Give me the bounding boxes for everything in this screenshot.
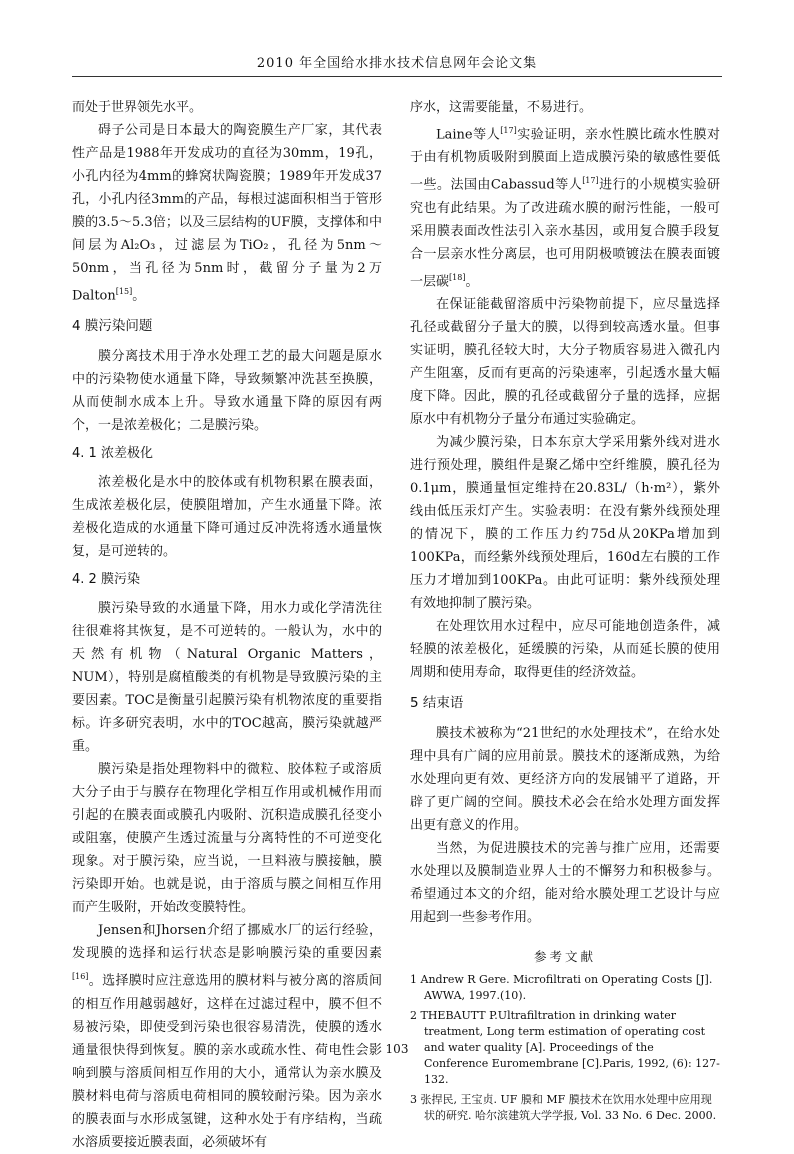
paragraph: 膜污染是指处理物料中的微粒、胶体粒子或溶质大分子由于与膜存在物理化学相互作用或机械作用而引起的在膜表面或膜孔内吸附、沉积造成膜孔径变小或阻塞，使膜产生透过流量与分离特性的不可逆变化现象。对于膜污染，应当说，一旦料液与膜接触，膜污染即开始。也就是说，由于溶质与膜之间相互作用而产生吸附，开始改变膜特性。 [72, 762, 382, 916]
paragraph-text: 碍子公司是日本最大的陶瓷膜生产厂家，其代表性产品是1988年开发成功的直径为30mm，19孔，小孔内径为4mm的蜂窝状陶瓷膜；1989年开发成37孔，小孔内径3mm的产品，每根过滤面积相当于管形膜的3.5～5.3倍；以及三层结构的UF膜，支撑体和中间层为Al₂O₃，过滤层为TiO₂，孔径为5nm～50nm，当孔径为5nm时，截留分子量为2万Dalton [72, 123, 382, 304]
paragraph-text: 。 [465, 273, 479, 289]
section-heading: 5 结束语 [410, 694, 464, 711]
paragraph: 为减少膜污染，日本东京大学采用紫外线对进水进行预处理，膜组件是聚乙烯中空纤维膜，膜孔径为0.1μm，膜通量恒定维持在20.83L/（h·m²），紫外线由低压汞灯产生。实验表明：在没有紫外线预处理的情况下，膜的工作压力约75d从20KPa增加到100KPa，而经紫外线预处理后，160d左右膜的工作压力才增加到100KPa。由此可证明：紫外线预处理有效地抑制了膜污染。 [410, 434, 720, 611]
paragraph-text: Jensen和Jhorsen介绍了挪威水厂的运行经验，发现膜的选择和运行状态是影响膜污染的重要因素 [72, 923, 382, 962]
citation: [18] [449, 272, 466, 282]
subsection-heading: 4. 2 膜污染 [72, 572, 140, 588]
paragraph [72, 119, 382, 307]
paragraph-text: Laine等人 [436, 127, 501, 143]
section-heading: 4 膜污染问题 [72, 318, 153, 335]
running-header: 2010 年全国给水排水技术信息网年会论文集 [256, 56, 538, 71]
citation: [16] [72, 972, 89, 982]
paragraph-text: 实验证明，亲水性膜比疏水性膜对于由有机物质吸附到膜面上造成膜污染的敏感性要低一些。法国由Cabassud等人 [410, 127, 720, 193]
paragraph [410, 119, 720, 293]
header-rule [72, 76, 722, 77]
paragraph [72, 919, 382, 1153]
reference-item: 2 THEBAUTT P.Ultrafiltration in drinking water treatment, Long term estimation of operating cost and water quality [A]. Proceedings of the Conference Euromembrane [C].Paris, 1992, (6): 127-132. [410, 1008, 720, 1086]
left-column [72, 96, 382, 1154]
page-number: 103 [385, 1042, 409, 1056]
references-heading: 参考文献 [533, 948, 596, 964]
citation: [17] [582, 176, 599, 186]
citation: [17] [500, 126, 517, 135]
reference-item: 3 张捍民, 王宝贞. UF 膜和 MF 膜技术在饮用水处理中应用现状的研究. 哈尔滨建筑大学学报, Vol. 33 No. 6 Dec. 2000. [410, 1092, 717, 1122]
paragraph: 在处理饮用水过程中，应尽可能地创造条件，减轻膜的浓差极化，延缓膜的污染，从而延长膜的使用周期和使用寿命，取得更佳的经济效益。 [410, 618, 720, 680]
paragraph: 膜污染导致的水通量下降，用水力或化学清洗往往很难将其恢复，是不可逆转的。一般认为，水中的天然有机物（Natural Organic Matters，NUM），特别是腐植酸类的有机物是导致膜污染的主要因素。TOC是衡量引起膜污染有机物浓度的重要指标。许多研究表明，水中的TOC越高，膜污染就越严重。 [72, 601, 382, 755]
paragraph: 当然，为促进膜技术的完善与推广应用，还需要水处理以及膜制造业界人士的不懈努力和积极参与。希望通过本文的介绍，能对给水膜处理工艺设计与应用起到一些参考作用。 [410, 840, 720, 925]
right-column [410, 96, 720, 1124]
paragraph: 而处于世界领先水平。 [72, 100, 203, 115]
paragraph: 膜技术被称为“21世纪的水处理技术”，在给水处理中具有广阔的应用前景。膜技术的逐渐成熟，为给水处理向更有效、更经济方向的发展铺平了道路，开辟了更广阔的空间。膜技术必会在给水处理方面发挥出更有意义的作用。 [410, 725, 720, 833]
paragraph: 在保证能截留溶质中污染物前提下，应尽量选择孔径或截留分子量大的膜，以得到较高透水量。但事实证明，膜孔径较大时，大分子物质容易进入微孔内产生阻塞，反而有更高的污染速率，引起透水量大幅度下降。因此，膜的孔径或截留分子量的选择，应据原水中有机物分子量分布通过实验确定。 [410, 296, 720, 427]
paragraph-text: 。选择膜时应注意选用的膜材料与被分离的溶质间的相互作用越弱越好，这样在过滤过程中，膜不但不易被污染，即使受到污染也很容易清洗，使膜的透水通量很快得到恢复。膜的亲水或疏水性、荷电性会影响到膜与溶质间相互作用的大小，通常认为亲水膜及膜材料电荷与溶质电荷相同的膜较耐污染。因为亲水的膜表面与水形成氢键，这种水处于有序结构，当疏水溶质要接近膜表面，必须破坏有 [72, 973, 382, 1150]
subsection-heading: 4. 1 浓差极化 [72, 446, 153, 462]
paragraph: 膜分离技术用于净水处理工艺的最大问题是原水中的污染物使水通量下降，导致频繁冲洗甚至换膜，从而使制水成本上升。导致水通量下降的原因有两个，一是浓差极化；二是膜污染。 [72, 349, 382, 434]
reference-item: 1 Andrew R Gere. Microfiltrati on Operating Costs [J]. AWWA, 1997.(10). [410, 972, 713, 1002]
paragraph-text: 进行的小规模实验研究也有此结果。为了改进疏水膜的耐污性能，一般可采用膜表面改性法引入亲水基因，或用复合膜手段复合一层亲水性分离层，也可用阴极喷镀法在膜表面镀一层碳 [410, 177, 720, 289]
citation: [15] [115, 287, 133, 296]
paragraph: 浓差极化是水中的胶体或有机物积累在膜表面，生成浓差极化层，使膜阻增加，产生水通量下降。浓差极化造成的水通量下降可通过反冲洗将透水通量恢复，是可逆转的。 [72, 475, 382, 560]
paragraph-text: 。 [132, 288, 146, 304]
paragraph: 序水，这需要能量，不易进行。 [410, 100, 593, 115]
